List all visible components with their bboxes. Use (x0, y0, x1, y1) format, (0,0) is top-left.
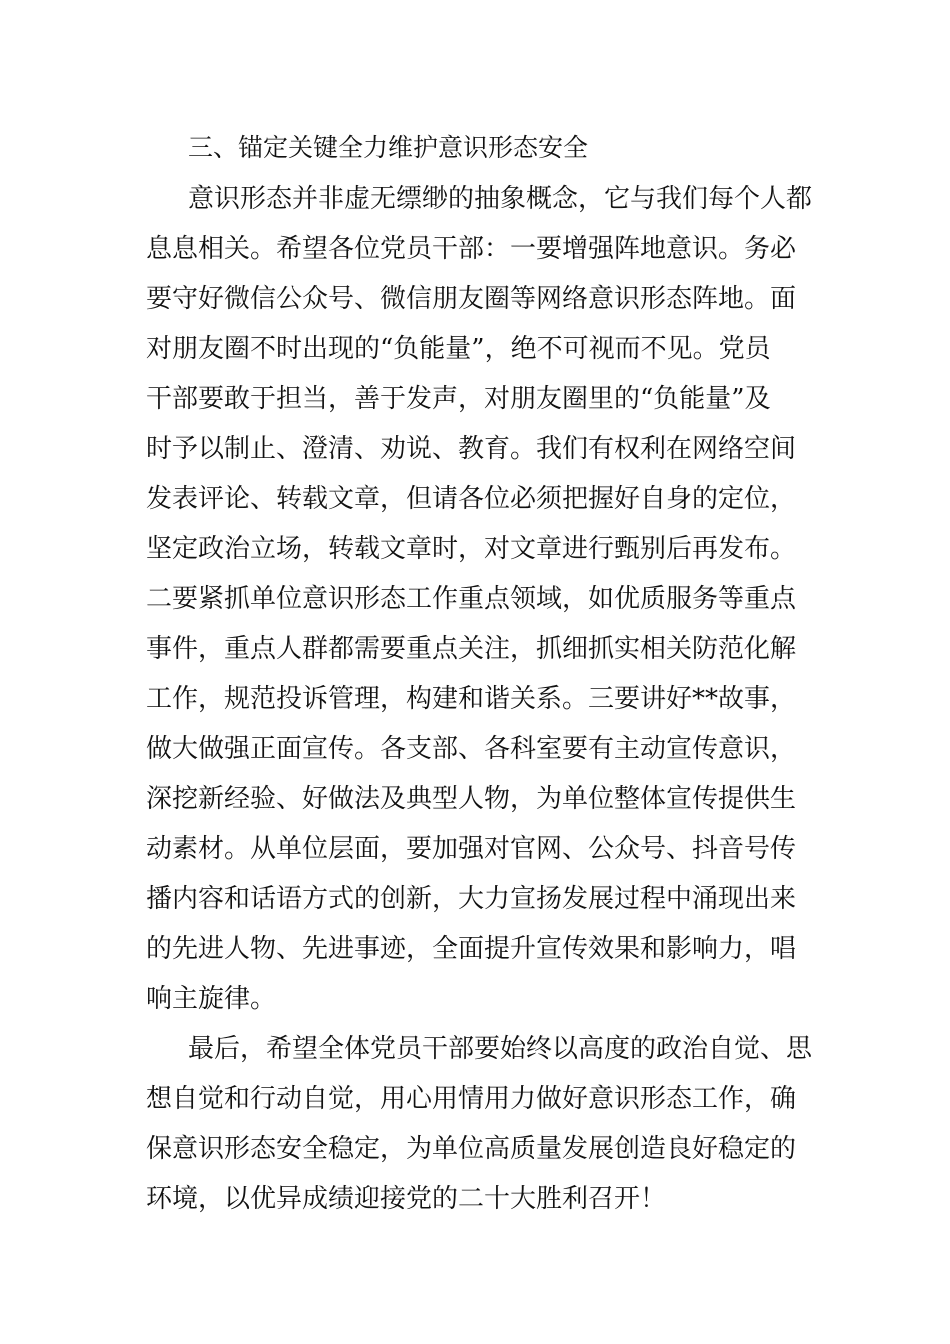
paragraph-line: 意识形态并非虚无缥缈的抽象概念，它与我们每个人都 (188, 184, 813, 214)
paragraph-line: 最后，希望全体党员干部要始终以高度的政治自觉、思 (188, 1034, 813, 1064)
paragraph-line: 想自觉和行动自觉，用心用情用力做好意识形态工作，确 (146, 1084, 797, 1114)
paragraph-line: 环境，以优异成绩迎接党的二十大胜利召开！ (146, 1184, 667, 1214)
paragraph-line: 干部要敢于担当，善于发声，对朋友圈里的“负能量”及 (146, 384, 771, 414)
paragraph-line: 播内容和话语方式的创新，大力宣扬发展过程中涌现出来 (146, 884, 797, 914)
paragraph-line: 要守好微信公众号、微信朋友圈等网络意识形态阵地。面 (146, 284, 797, 314)
paragraph-line: 发表评论、转载文章，但请各位必须把握好自身的定位， (146, 484, 797, 514)
paragraph-line: 保意识形态安全稳定，为单位高质量发展创造良好稳定的 (146, 1134, 797, 1164)
paragraph-line: 息息相关。希望各位党员干部：一要增强阵地意识。务必 (146, 234, 797, 264)
paragraph-line: 动素材。从单位层面，要加强对官网、公众号、抖音号传 (146, 834, 797, 864)
paragraph-line: 对朋友圈不时出现的“负能量”，绝不可视而不见。党员 (146, 334, 771, 364)
paragraph-line: 坚定政治立场，转载文章时，对文章进行甄别后再发布。 (146, 534, 797, 564)
paragraph-line: 时予以制止、澄清、劝说、教育。我们有权利在网络空间 (146, 434, 797, 464)
paragraph-line: 的先进人物、先进事迹，全面提升宣传效果和影响力，唱 (146, 934, 797, 964)
paragraph-line: 响主旋律。 (146, 984, 277, 1014)
paragraph-line: 二要紧抓单位意识形态工作重点领域，如优质服务等重点 (146, 584, 797, 614)
section-heading: 三、锚定关键全力维护意识形态安全 (188, 133, 589, 162)
paragraph-line: 深挖新经验、好做法及典型人物，为单位整体宣传提供生 (146, 784, 797, 814)
paragraph-line: 事件，重点人群都需要重点关注，抓细抓实相关防范化解 (146, 634, 797, 664)
paragraph-line: 工作，规范投诉管理，构建和谐关系。三要讲好**故事， (146, 684, 797, 714)
paragraph-line: 做大做强正面宣传。各支部、各科室要有主动宣传意识， (146, 734, 797, 764)
